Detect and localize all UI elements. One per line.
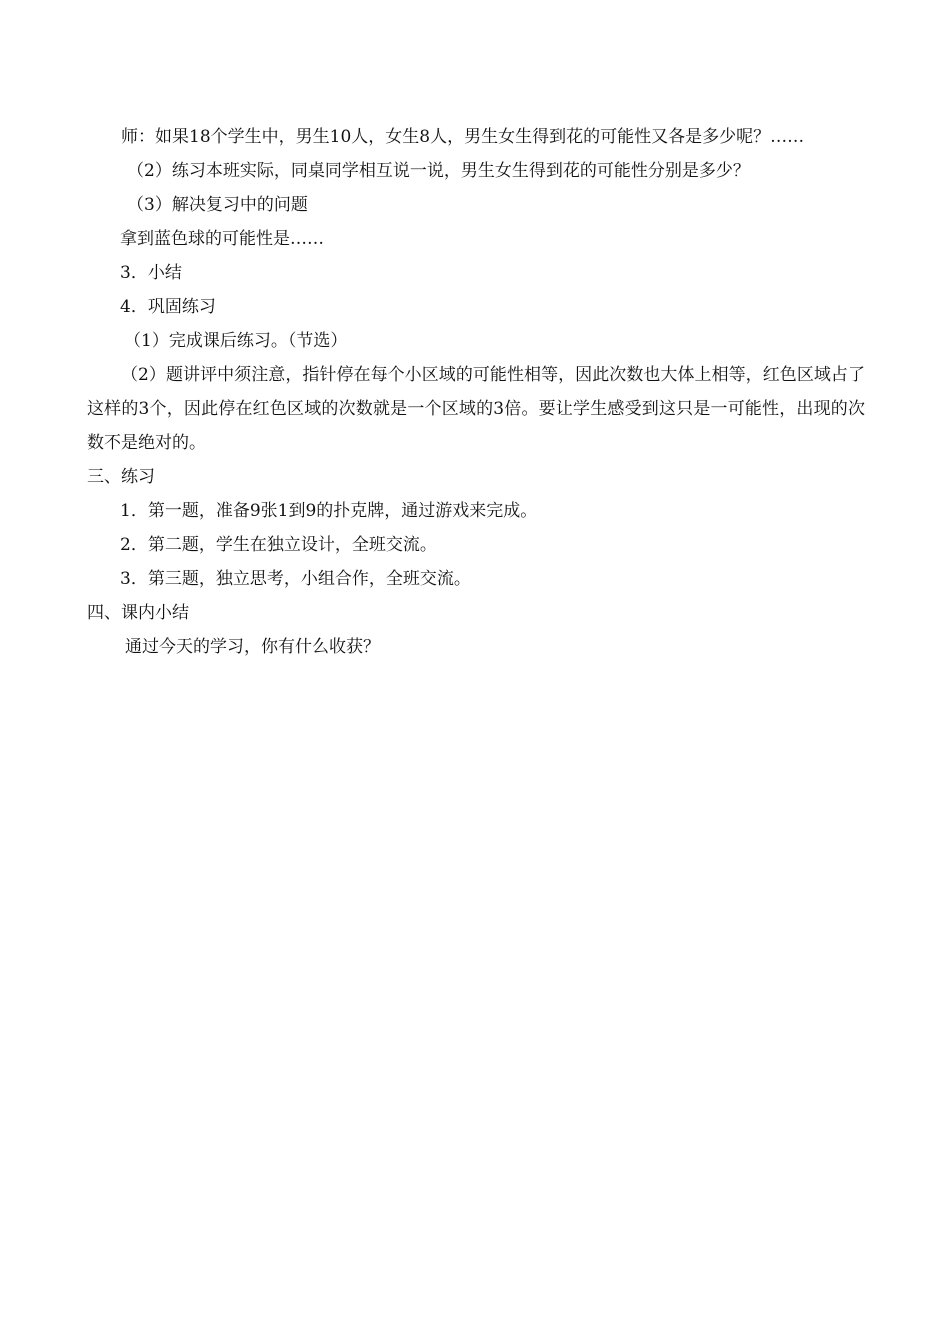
paragraph-review-problem: （3）解决复习中的问题 [127,195,308,215]
paragraph-consolidation-heading: 4．巩固练习 [120,297,216,317]
practice-item-1: 1．第一题，准备9张1到9的扑克牌，通过游戏来完成。 [120,501,538,521]
section-heading-class-summary: 四、课内小结 [87,603,189,623]
practice-item-2: 2．第二题，学生在独立设计，全班交流。 [120,535,437,555]
paragraph-teacher-question: 师：如果18个学生中，男生10人，女生8人，男生女生得到花的可能性又各是多少呢？…… [121,127,805,147]
paragraph-after-class-exercise: （1）完成课后练习。（节选） [124,331,348,351]
paragraph-class-practice: （2）练习本班实际，同桌同学相互说一说，男生女生得到花的可能性分别是多少？ [127,161,750,181]
paragraph-review-notes: （2）题讲评中须注意，指针停在每个小区域的可能性相等，因此次数也大体上相等，红色区域占了这样的3个，因此停在红色区域的次数就是一个区域的3倍。要让学生感受到这只是一可能性，出现的次数不是绝对的。 [87,365,865,453]
practice-item-3: 3．第三题，独立思考，小组合作，全班交流。 [120,569,471,589]
paragraph-blue-ball: 拿到蓝色球的可能性是…… [120,229,324,249]
section-heading-practice: 三、练习 [87,467,155,487]
document-body [87,120,865,664]
paragraph-summary-heading: 3．小结 [120,263,182,283]
paragraph-final-question: 通过今天的学习，你有什么收获？ [125,637,380,657]
